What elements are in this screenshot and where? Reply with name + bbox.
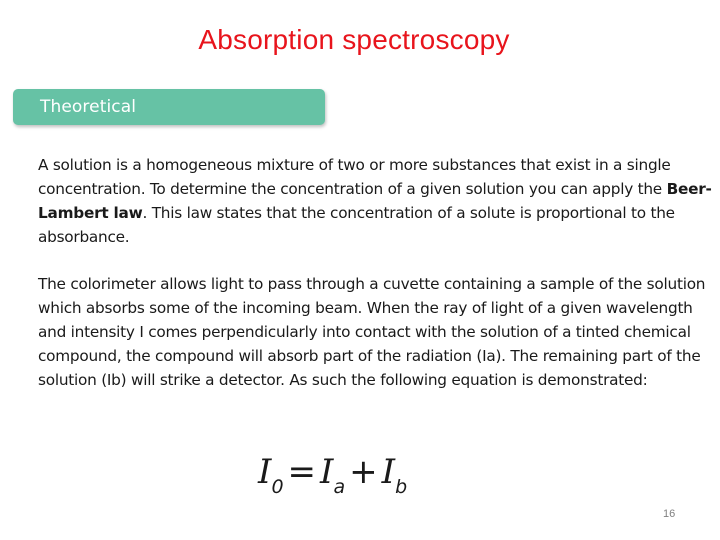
slide-title	[0, 24, 720, 56]
paragraph-1-text-start: A solution is a homogeneous mixture of two or more substances that exist in a single concentration. To determine the concentration of a given solution you can apply the	[38, 156, 671, 198]
equation-plus-sign: +	[349, 452, 378, 492]
beer-lambert-law-term: Beer-Lambert law	[38, 180, 712, 222]
section-header-theoretical	[13, 89, 325, 125]
equation-lhs-variable: I	[258, 452, 272, 492]
equation-term1-subscript: a	[333, 476, 346, 498]
equation-lhs-subscript: 0	[271, 476, 284, 498]
paragraph-1-text-end: . This law states that the concentration of a solute is proportional to the absorbance.	[38, 204, 675, 246]
paragraph-colorimeter: The colorimeter allows light to pass through a cuvette containing a sample of the solution which absorbs some of the incoming beam. When the ray of light of a given wavelength and intensity I comes perpendicularly into contact with the solution of a tinted chemical compound, the compound will absorb part of the radiation (Ia). The remaining part of the solution (Ib) will strike a detector. As such the following equation is demonstrated:	[38, 275, 706, 389]
intensity-equation	[258, 452, 408, 498]
page-number: 16	[663, 508, 676, 520]
equation-term2-subscript: b	[395, 476, 408, 498]
equation-term1-variable: I	[320, 452, 334, 492]
section-header-label: Theoretical	[40, 97, 137, 117]
paragraph-beer-lambert	[38, 153, 713, 249]
equation-term2-variable: I	[381, 452, 396, 492]
slide-title-text: Absorption spectroscopy	[198, 24, 510, 55]
equation-equals-sign: =	[287, 452, 317, 492]
